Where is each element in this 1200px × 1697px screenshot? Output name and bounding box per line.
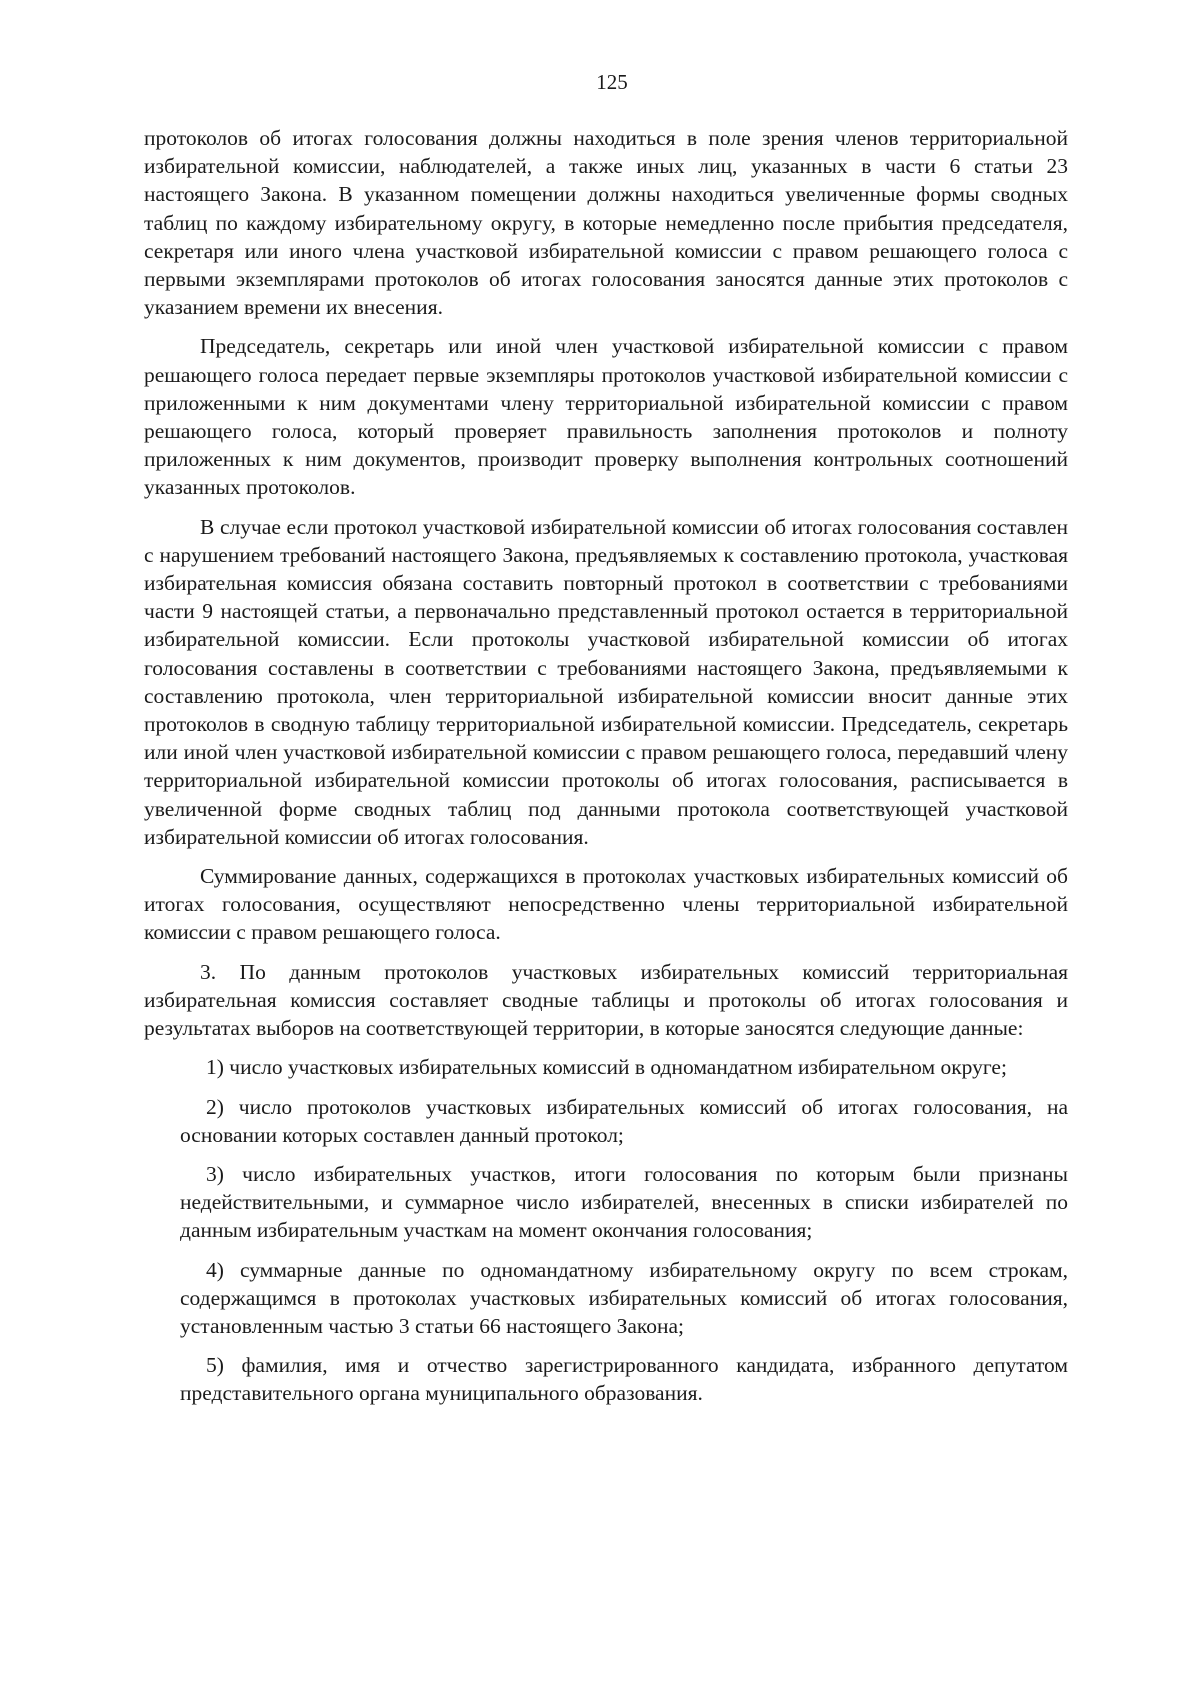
list-item: 4) суммарные данные по одномандатному избирательному округу по всем строкам, содержащимся в протоколах участковых избирательных комиссий об итогах голосования, установленным частью 3 статьи 66 настоящего Закона; <box>180 1257 1068 1338</box>
page-number: 125 <box>596 70 628 94</box>
list-item: 1) число участковых избирательных комиссий в одномандатном избирательном округе; <box>206 1055 1007 1080</box>
paragraph-chairman-transfer: Председатель, секретарь или иной член участковой избирательной комиссии с правом решающего голоса передает первые экземпляры протоколов участковой избирательной комиссии с приложенными к ним документами члену территориальной избирательной комиссии с правом решающего голоса, который проверяет правильность заполнения протоколов и полноту приложенных к ним документов, производит проверку выполнения контрольных соотношений указанных протоколов. <box>144 334 1068 500</box>
paragraph-protocol-violation: В случае если протокол участковой избирательной комиссии об итогах голосования составлен с нарушением требований настоящего Закона, предъявляемых к составлению протокола, участковая избирательная комиссия обязана составить повторный протокол в соответствии с требованиями части 9 настоящей статьи, а первоначально представленный протокол остается в территориальной избирательной комиссии. Если протоколы участковой избирательной комиссии об итогах голосования составлены в соответствии с требованиями настоящего Закона, предъявляемыми к составлению протокола, член территориальной избирательной комиссии вносит данные этих протоколов в сводную таблицу территориальной избирательной комиссии. Председатель, секретарь или иной член участковой избирательной комиссии с правом решающего голоса, передавший члену территориальной избирательной комиссии протоколы об итогах голосования, расписывается в увеличенной форме сводных таблиц под данными протокола соответствующей участковой избирательной комиссии об итогах голосования. <box>144 514 1068 849</box>
paragraph-summation: Суммирование данных, содержащихся в протоколах участковых избирательных комиссий об итогах голосования, осуществляют непосредственно члены территориальной избирательной комиссии с правом решающего голоса. <box>144 864 1068 945</box>
paragraph-item-3: 3. По данным протоколов участковых избирательных комиссий территориальная избирательная комиссия составляет сводные таблицы и протоколы об итогах голосования и результатах выборов на соответствующей территории, в которые заносятся следующие данные: <box>144 959 1068 1041</box>
data-list <box>144 1053 1068 1407</box>
list-item: 5) фамилия, имя и отчество зарегистрированного кандидата, избранного депутатом представительного органа муниципального образования. <box>180 1353 1068 1406</box>
paragraph-continuation: протоколов об итогах голосования должны находиться в поле зрения членов территориальной избирательной комиссии, наблюдателей, а также иных лиц, указанных в части 6 статьи 23 настоящего Закона. В указанном помещении должны находиться увеличенные формы сводных таблиц по каждому избирательному округу, в которые немедленно после прибытия председателя, секретаря или иного члена участковой избирательной комиссии с правом решающего голоса с первыми экземплярами протоколов об итогах голосования заносятся данные этих протоколов с указанием времени их внесения. <box>144 126 1068 320</box>
list-item: 3) число избирательных участков, итоги голосования по которым были признаны недействительными, и суммарное число избирателей, внесенных в списки избирателей по данным избирательным участкам на момент окончания голосования; <box>180 1161 1068 1243</box>
list-item: 2) число протоколов участковых избирательных комиссий об итогах голосования, на основании которых составлен данный протокол; <box>180 1094 1068 1147</box>
